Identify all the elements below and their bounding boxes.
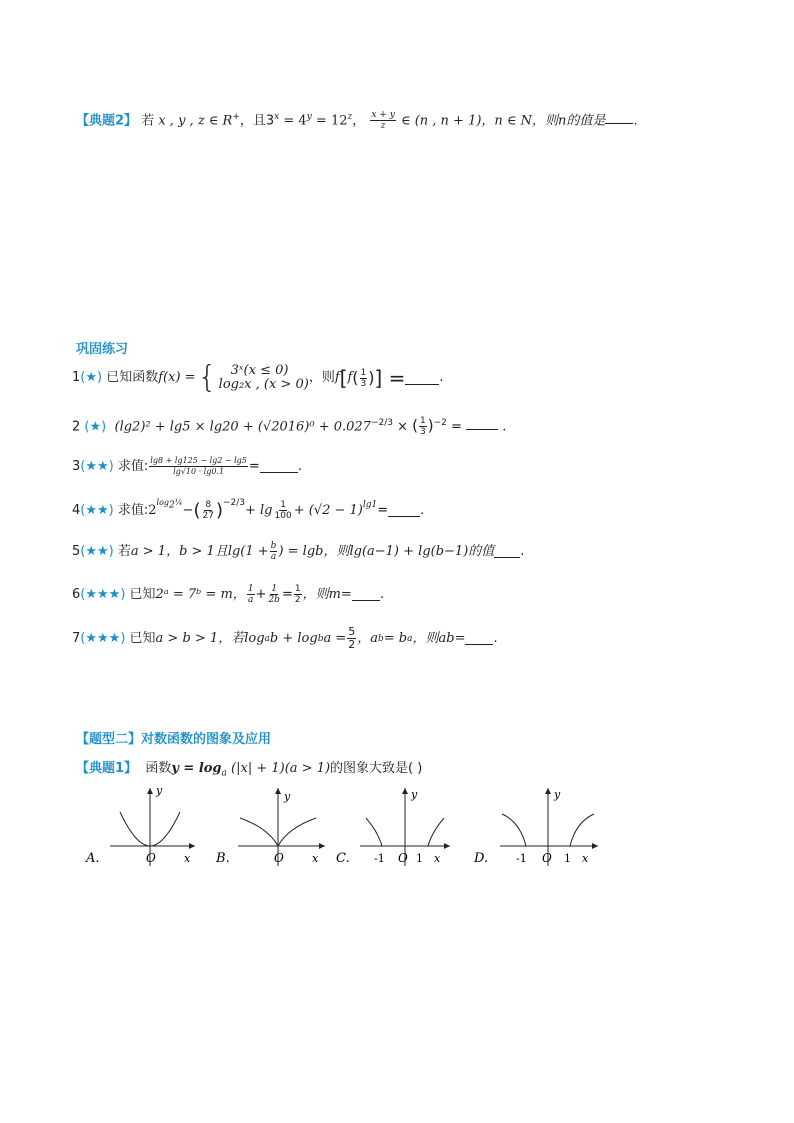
- graph-curve-right: [428, 818, 444, 846]
- q2-exponent2: −2: [433, 418, 447, 428]
- q6-eq: =: [281, 586, 293, 602]
- example2-vars: x , y , z ∈ R: [158, 113, 233, 129]
- x-axis-arrow-icon: [592, 843, 598, 849]
- pos-one-label: 1: [564, 852, 571, 865]
- graph-curve-right: [570, 814, 594, 846]
- pos-one-label: 1: [416, 852, 423, 865]
- q4-exp3: lg1: [362, 499, 378, 510]
- y-axis-arrow-icon: [545, 788, 551, 794]
- option-c-letter: C.: [336, 851, 350, 866]
- practice-item-7: 7 (★★★) 已知 a > b > 1，若log a b + log b a = $\frac{5}{2}$ ，a b = b a ，则ab= .: [72, 625, 498, 651]
- answer-blank[interactable]: [466, 417, 498, 430]
- answer-blank[interactable]: [352, 588, 380, 601]
- example1-label: 【典题1】: [76, 761, 138, 776]
- q5-end: .: [520, 543, 525, 559]
- item-number: 1: [72, 370, 81, 385]
- option-d-graph[interactable]: [473, 788, 598, 866]
- item-number: 2: [72, 419, 81, 435]
- example2-end: .: [633, 113, 638, 129]
- q7-text: a > b > 1，若log: [155, 630, 265, 646]
- q1-f: f: [334, 370, 340, 385]
- left-brace: {: [197, 360, 217, 395]
- example2-label: 【典题2】: [76, 113, 138, 129]
- q2-end: .: [498, 419, 507, 435]
- q7-tail2: ，a: [357, 630, 378, 646]
- example1-argument: (|x| + 1)(a > 1): [231, 761, 331, 776]
- item-text: 已知: [129, 586, 156, 602]
- item-text: 求值:: [117, 458, 149, 474]
- q6-end: .: [379, 586, 384, 602]
- q6-text: 2ᵃ = 7ᵇ = m，: [155, 586, 246, 602]
- q4-plus: + (√2 − 1): [293, 502, 363, 518]
- q1-eq: ] =: [374, 366, 406, 390]
- answer-blank[interactable]: [494, 545, 520, 558]
- piecewise-cases: 3ˣ(x ≤ 0) log₂x , (x > 0): [218, 363, 309, 392]
- answer-blank[interactable]: [388, 504, 420, 517]
- q2-exponent: −2/3: [370, 418, 393, 428]
- q2-eq: =: [446, 419, 467, 435]
- origin-label: O: [542, 851, 552, 865]
- difficulty-stars: (★★★): [80, 630, 126, 646]
- option-b-graph[interactable]: [215, 788, 325, 866]
- q4-eq: =: [377, 502, 389, 518]
- option-a-graph[interactable]: [85, 784, 195, 866]
- practice-item-4: 4 (★★) 求值: 2 $^{log_2 \frac{1}{4}}$ − ( $\frac{8}{27}$ ) $^{-2/3}$ + lg $\frac{1}{100}$ + (√2 − 1) $^{lg1}$ = .: [72, 500, 424, 521]
- graph-curve-left: [366, 818, 382, 846]
- option-graphs: [80, 784, 620, 874]
- practice-heading: 巩固练习: [76, 342, 129, 357]
- item-text: 已知: [129, 630, 156, 646]
- x-axis-arrow-icon: [189, 843, 195, 849]
- example1-prefix: 函数: [145, 761, 172, 776]
- y-axis-arrow-icon: [402, 788, 408, 794]
- q5-tail: ) = lgb，则lg(a−1) + lg(b−1)的值: [278, 543, 495, 559]
- x-axis-arrow-icon: [444, 843, 450, 849]
- x-label: x: [434, 852, 441, 865]
- q4-minus: −: [182, 502, 194, 518]
- y-axis-arrow-icon: [275, 788, 281, 794]
- practice-item-5: 5 (★★) 若 a > 1，b > 1且lg(1 + $\frac{b}{a}$ ) = lgb，则lg(a−1) + lg(b−1)的值 .: [72, 541, 525, 562]
- item-number: 3: [72, 458, 81, 474]
- y-label: y: [156, 784, 163, 797]
- y-label: y: [411, 788, 418, 801]
- x-label: x: [184, 852, 191, 865]
- difficulty-stars: (★): [84, 419, 107, 435]
- origin-label: O: [274, 851, 284, 865]
- example2-cond: ，且3: [239, 113, 275, 129]
- example2-cond-tail2: = 12: [311, 113, 348, 129]
- difficulty-stars: (★★): [80, 502, 114, 518]
- practice-item-1: 1 (★) 已知函数 f(x) = { 3ˣ(x ≤ 0) log₂x , (x > 0) ，则 f [ f ( $\frac{1}{3}$ ) ] = .: [72, 360, 444, 395]
- item-text: 求值:: [117, 502, 149, 518]
- example2-line: 【典题2】 若 x , y , z ∈ R+，且$3^x = 4^y = 12^z$， $\frac{x + y}{z}$ ∈ (n , n + 1)，n ∈ N，则n的值是 .: [76, 110, 638, 132]
- y-label: y: [284, 790, 291, 803]
- q7-mid: b + log: [269, 630, 318, 646]
- option-d-letter: D.: [474, 851, 489, 866]
- difficulty-stars: (★★): [80, 458, 114, 474]
- answer-blank[interactable]: [405, 372, 439, 385]
- example2-cond-tail: = 4: [279, 113, 307, 129]
- q4-lg: + lg: [245, 502, 273, 518]
- item-text: 已知函数: [106, 370, 159, 385]
- q4-exp2: −2/3: [222, 497, 245, 508]
- difficulty-stars: (★): [80, 370, 103, 385]
- q3-fraction: $\frac{\lg 8 + \lg 125 - \lg 2 - \lg 5}{\lg√10 \cdot \lg 0.1}$: [150, 456, 247, 476]
- neg-one-label: -1: [516, 852, 527, 865]
- section2-heading: 【题型二】对数函数的图象及应用: [76, 732, 272, 747]
- option-c-graph[interactable]: [336, 788, 450, 866]
- example2-fraction: $\frac{x + y}{z}$: [371, 110, 395, 132]
- example2-range: ∈ (n , n + 1)，n ∈ N，则n的值是: [400, 113, 606, 129]
- q3-eq: =: [248, 458, 260, 474]
- origin-label: O: [398, 851, 408, 865]
- item-number: 5: [72, 543, 81, 559]
- option-a-letter: A.: [86, 851, 100, 866]
- item-number: 7: [72, 630, 81, 646]
- example2-prefix: 若: [141, 113, 155, 129]
- graph-curve-left: [502, 814, 526, 846]
- q6-plus: +: [255, 586, 267, 602]
- practice-item-2: 2 (★) $(\lg 2)^2 + \lg 5 \times \lg 20 + (√2016)^0 + 0.027^{-2/3}$ × ( $\frac{1}{3}$ )$^{-2}$ = .: [72, 416, 507, 438]
- answer-blank[interactable]: [260, 460, 298, 473]
- q7-end: .: [493, 630, 498, 646]
- answer-blank[interactable]: [605, 111, 633, 124]
- section2-example1: 【典题1】 函数$y = \log_a (|x| + 1)(a > 1)$的图象大致是( ): [76, 761, 423, 779]
- q3-end: .: [297, 458, 302, 474]
- x-label: x: [312, 852, 319, 865]
- q7-tail: a =: [323, 630, 347, 646]
- y-label: y: [554, 788, 561, 801]
- q2-expression: (lg2)² + lg5 × lg20 + (√2016)⁰ + 0.027: [114, 419, 371, 435]
- difficulty-stars: (★★): [80, 543, 114, 559]
- neg-one-label: -1: [374, 852, 385, 865]
- example1-tail: 的图象大致是( ): [330, 761, 423, 776]
- q5-text: a > 1，b > 1且lg(1 +: [130, 543, 269, 559]
- q1-f2: f: [347, 370, 353, 385]
- q4-base: 2: [148, 502, 157, 518]
- q7-tail4: ，则ab=: [412, 630, 466, 646]
- practice-item-6: 6 (★★★) 已知 2ᵃ = 7ᵇ = m， $\frac{1}{a}$ + $\frac{1}{2b}$ = $\frac{1}{2}$ ，则m= .: [72, 584, 384, 605]
- function-label: f(x) =: [158, 370, 196, 385]
- option-b-letter: B.: [216, 851, 230, 866]
- item-text: 若: [117, 543, 131, 559]
- x-axis-arrow-icon: [319, 843, 325, 849]
- item-number: 4: [72, 502, 81, 518]
- answer-blank[interactable]: [465, 632, 493, 645]
- origin-label: O: [146, 851, 156, 865]
- q6-tail: ，则m=: [302, 586, 352, 602]
- q1-tail: ，则: [308, 370, 335, 385]
- q4-end: .: [420, 502, 425, 518]
- q7-tail3: = b: [383, 630, 408, 646]
- q2-times: ×: [392, 419, 413, 435]
- item-number: 6: [72, 586, 81, 602]
- practice-item-3: [72, 456, 302, 477]
- x-label: x: [582, 852, 589, 865]
- example1-function: y = log: [171, 761, 222, 776]
- difficulty-stars: (★★★): [80, 586, 126, 602]
- y-axis-arrow-icon: [147, 788, 153, 794]
